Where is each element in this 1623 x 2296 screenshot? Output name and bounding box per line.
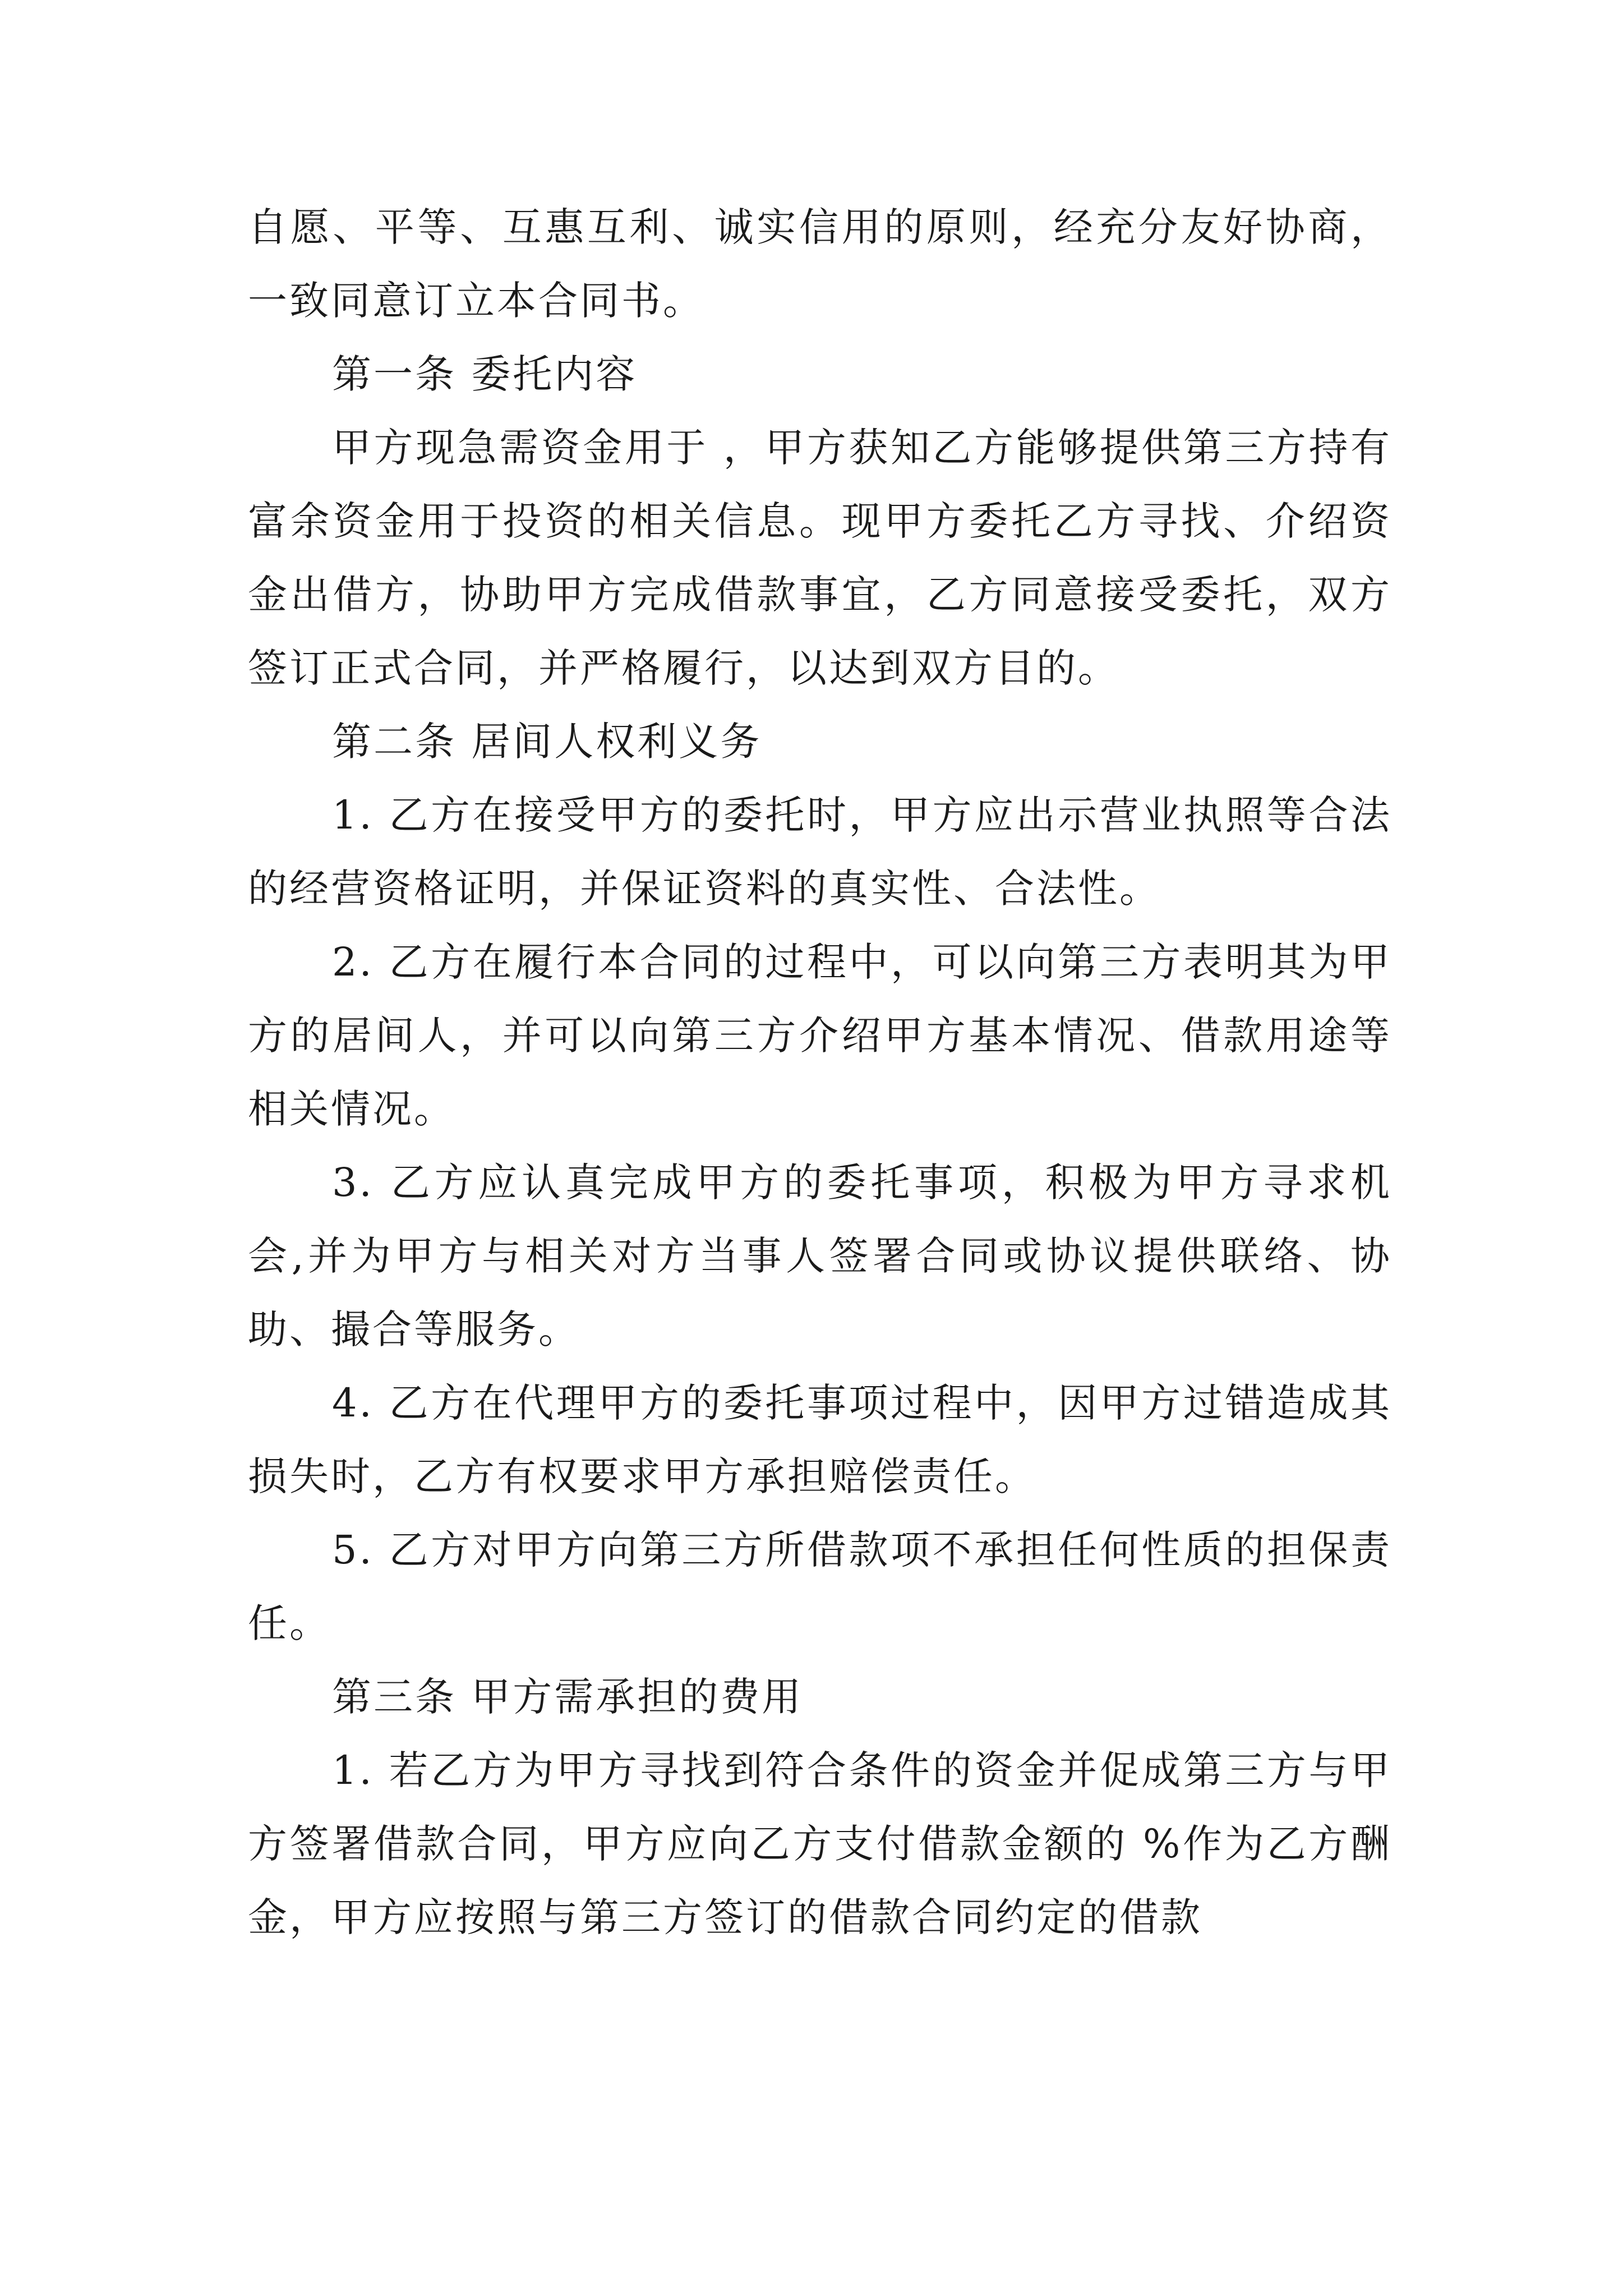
paragraph-opening: 自愿、平等、互惠互利、诚实信用的原则，经充分友好协商，一致同意订立本合同书。 bbox=[248, 204, 1392, 324]
article-3-clause-1: 1. 若乙方为甲方寻找到符合条件的资金并促成第三方与甲方签署借款合同，甲方应向乙方支付借款金额的 %作为乙方酬金，甲方应按照与第三方签订的借款合同约定的借款 bbox=[248, 1747, 1392, 1940]
article-2-clause-3: 3. 乙方应认真完成甲方的委托事项，积极为甲方寻求机会,并为甲方与相关对方当事人签署合同或协议提供联络、协助、撮合等服务。 bbox=[248, 1159, 1392, 1352]
article-2-heading: 第二条 居间人权利义务 bbox=[332, 719, 762, 765]
article-2-clause-1: 1. 乙方在接受甲方的委托时，甲方应出示营业执照等合法的经营资格证明，并保证资料的真实性、合法性。 bbox=[248, 792, 1392, 912]
article-1-content: 甲方现急需资金用于 ，甲方获知乙方能够提供第三方持有富余资金用于投资的相关信息。现甲方委托乙方寻找、介绍资金出借方，协助甲方完成借款事宜，乙方同意接受委托，双方签订正式合同，并严格履行，以达到双方目的。 bbox=[248, 425, 1392, 691]
article-2-clause-5: 5. 乙方对甲方向第三方所借款项不承担任何性质的担保责任。 bbox=[248, 1527, 1392, 1646]
contract-body bbox=[248, 191, 1392, 1954]
article-3-heading: 第三条 甲方需承担的费用 bbox=[332, 1674, 804, 1720]
article-1-heading: 第一条 委托内容 bbox=[332, 351, 638, 397]
article-2-clause-2: 2. 乙方在履行本合同的过程中，可以向第三方表明其为甲方的居间人，并可以向第三方介绍甲方基本情况、借款用途等相关情况。 bbox=[248, 939, 1392, 1132]
article-2-clause-4: 4. 乙方在代理甲方的委托事项过程中，因甲方过错造成其损失时，乙方有权要求甲方承担赔偿责任。 bbox=[248, 1380, 1392, 1499]
